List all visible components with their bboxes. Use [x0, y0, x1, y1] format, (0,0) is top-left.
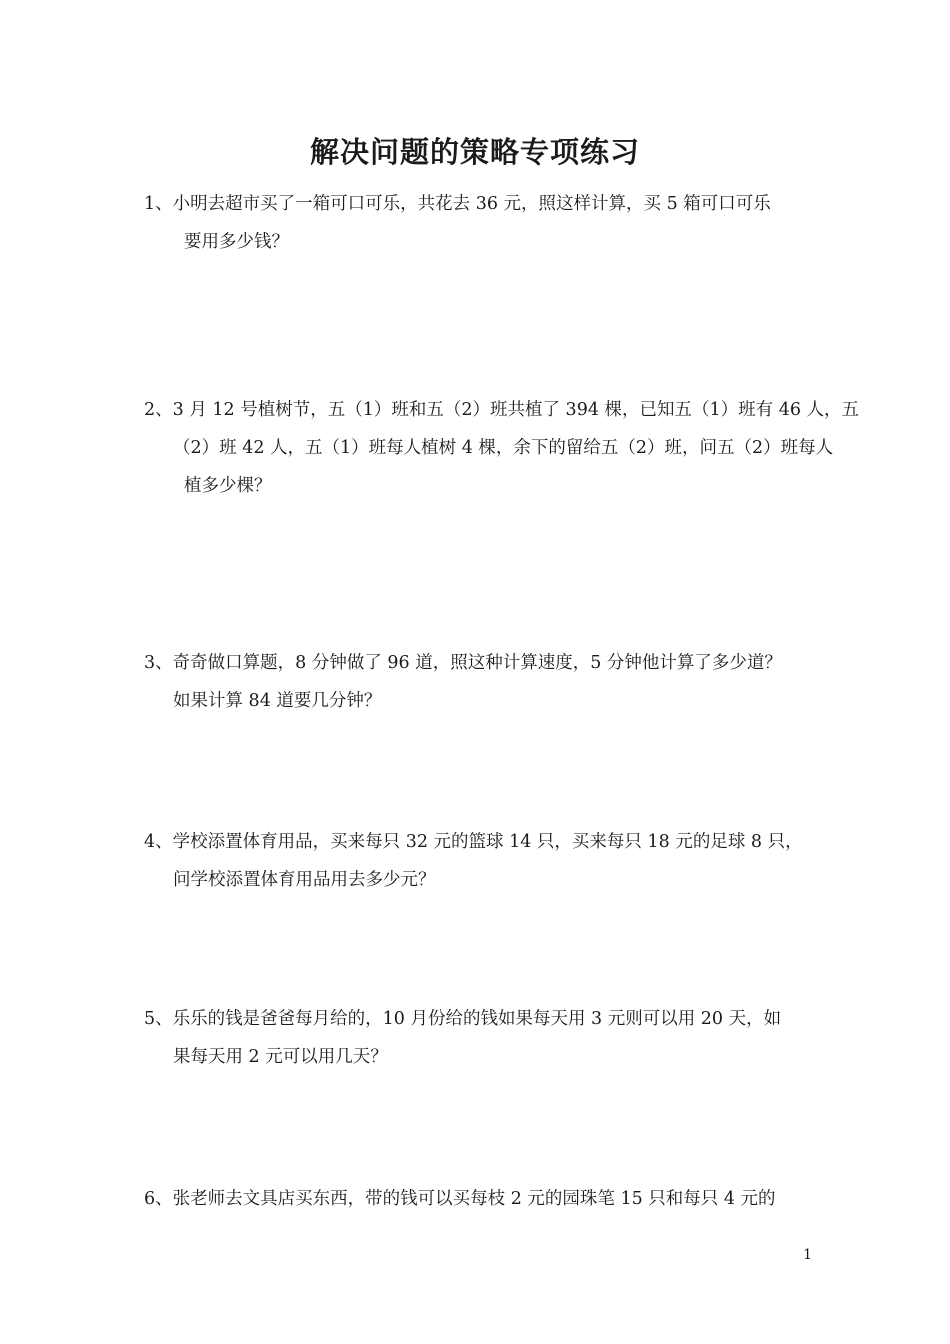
problem-line: 3、奇奇做口算题，8 分钟做了 96 道，照这种计算速度，5 分钟他计算了多少道？	[144, 653, 782, 673]
problem-line: 如果计算 84 道要几分钟？	[173, 691, 382, 711]
page-title: 解决问题的策略专项练习	[309, 135, 640, 169]
problem-4	[144, 823, 810, 899]
problem-line: 2、3 月 12 号植树节，五（1）班和五（2）班共植了 394 棵，已知五（1）班有 46 人，五	[144, 400, 860, 420]
problem-line: 6、张老师去文具店买东西，带的钱可以买每枝 2 元的园珠笔 15 只和每只 4 元的	[144, 1189, 776, 1209]
page-number: 1	[803, 1247, 812, 1263]
problem-line: 植多少棵？	[184, 476, 272, 496]
problem-line: 1、小明去超市买了一箱可口可乐，共花去 36 元，照这样计算，买 5 箱可口可乐	[144, 194, 771, 214]
problem-line: 果每天用 2 元可以用几天？	[173, 1047, 388, 1067]
problem-6	[144, 1180, 810, 1218]
problem-3	[144, 644, 810, 720]
problem-1	[144, 185, 810, 261]
problem-2	[144, 391, 860, 505]
problem-line: 5、乐乐的钱是爸爸每月给的，10 月份给的钱如果每天用 3 元则可以用 20 天，如	[144, 1009, 782, 1029]
problem-line: 要用多少钱？	[184, 232, 289, 252]
problem-line: 4、学校添置体育用品，买来每只 32 元的篮球 14 只，买来每只 18 元的足球 8 只，	[144, 832, 803, 852]
problem-line: （2）班 42 人，五（1）班每人植树 4 棵，余下的留给五（2）班，问五（2）班每人	[173, 438, 834, 458]
problem-5	[144, 1000, 810, 1076]
problem-line: 问学校添置体育用品用去多少元？	[173, 870, 436, 890]
